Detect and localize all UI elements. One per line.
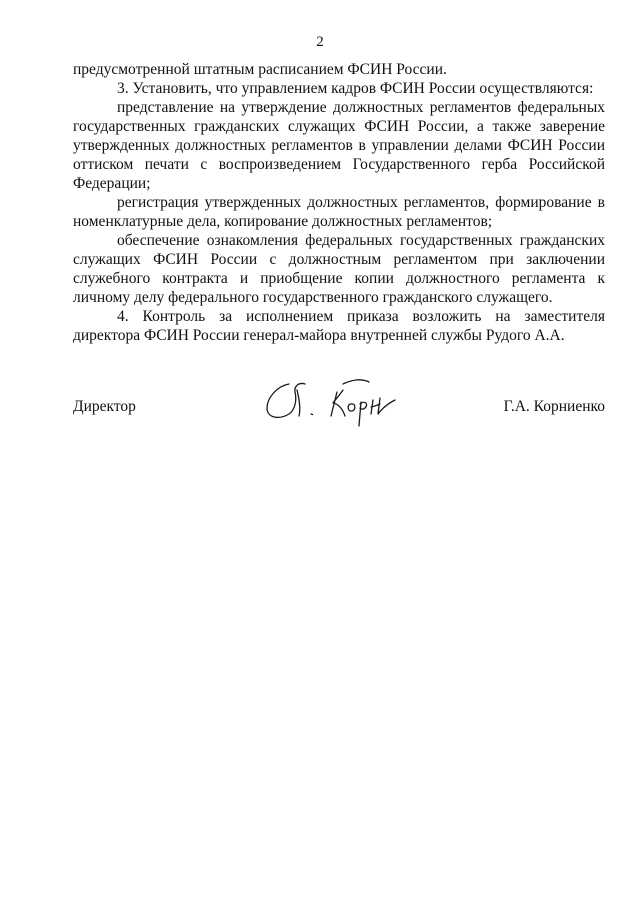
handwritten-signature <box>259 370 419 430</box>
signatory-title: Директор <box>73 398 136 415</box>
page-number: 2 <box>316 34 324 50</box>
paragraph-item-4: 4. Контроль за исполнением приказа возложить на заместителя директора ФСИН России генерал-майора внутренней службы Рудого А.А. <box>73 308 605 344</box>
paragraph-presentation: представление на утверждение должностных регламентов федеральных государственных гражданских служащих ФСИН России, а также заверение утвержденных должностных регламентов в управлении делами ФСИН России оттиском печати с воспроизведением Государственного герба Российской Федерации; <box>73 99 605 192</box>
signatory-name: Г.А. Корниенко <box>503 398 605 415</box>
paragraph-item-3: 3. Установить, что управлением кадров ФСИН России осуществляются: <box>117 80 594 97</box>
signature-block <box>73 370 605 430</box>
document-body <box>73 60 605 345</box>
paragraph-familiarization: обеспечение ознакомления федеральных государственных гражданских служащих ФСИН России с должностным регламентом при заключении служебного контракта и приобщение копии должностного регламента к личному делу федерального государственного гражданского служащего. <box>73 232 605 306</box>
paragraph-continuation: предусмотренной штатным расписанием ФСИН России. <box>73 61 447 78</box>
paragraph-registration: регистрация утвержденных должностных регламентов, формирование в номенклатурные дела, копирование должностных регламентов; <box>73 194 605 230</box>
